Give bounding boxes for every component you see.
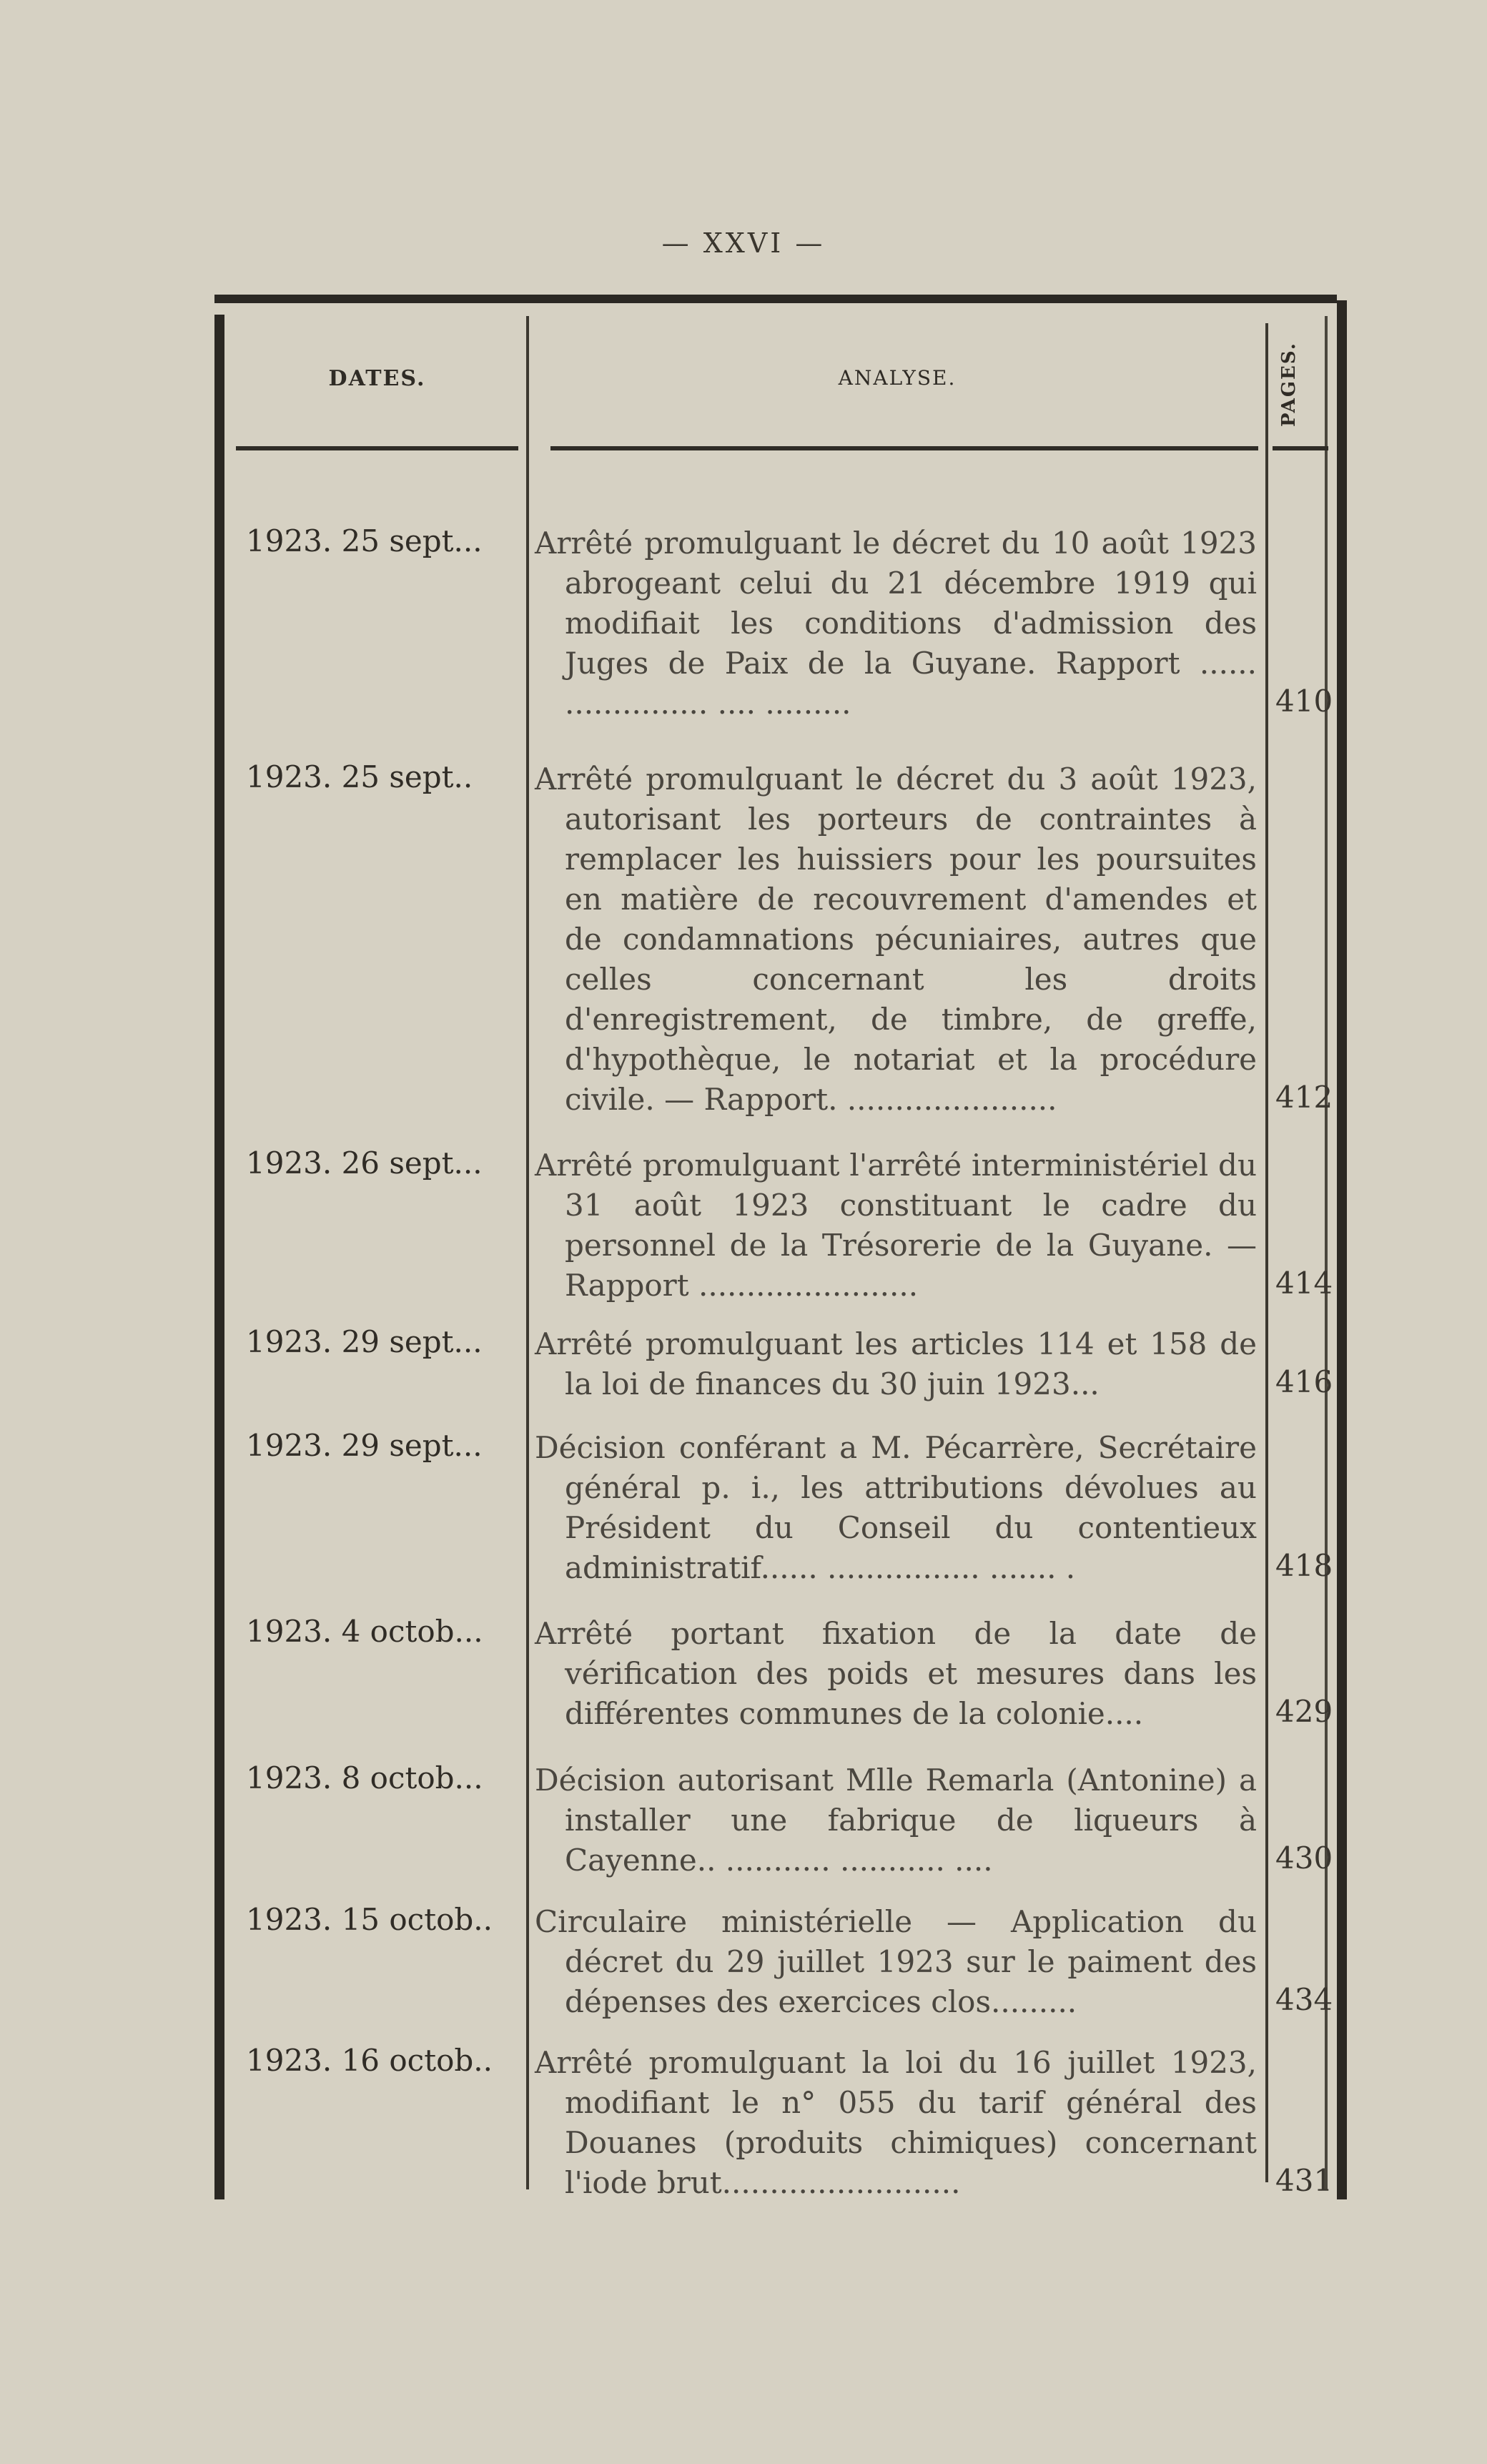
index-table <box>214 295 1355 2199</box>
entry-analyse: Arrêté promulguant le décret du 10 août 1923 abrogeant celui du 21 décembre 1919 qui modifiait les conditions d'admission des Juges de Paix de la Guyane. Rapport ...... ............... .... ......... <box>535 526 1257 721</box>
entry-date: 1923. 25 sept... <box>246 523 483 558</box>
entry-date: 1923. 16 octob.. <box>246 2043 493 2078</box>
entry-date: 1923. 8 octob... <box>246 1760 483 1795</box>
entry-analyse: Arrêté promulguant le décret du 3 août 1923, autorisant les porteurs de contraintes à remplacer les huissiers pour les poursuites en matière de recouvrement d'amendes et de condamnations pécuniaires, autres que celles concernant les droits d'enregistrement, de timbre, de greffe, d'hypothèque, le notariat et la procédure civile. — Rapport. ...................... <box>535 762 1257 1117</box>
entry-page: 418 <box>1275 1548 1333 1583</box>
entry-page: 414 <box>1275 1266 1333 1301</box>
header-rule-analyse <box>550 446 1258 450</box>
header-analyse: ANALYSE. <box>838 366 957 390</box>
header-dates: DATES. <box>328 366 426 391</box>
entry-page: 434 <box>1275 1982 1333 2017</box>
entry-analyse: Décision conférant a M. Pécarrère, Secrétaire général p. i., les attributions dévolues au Président du Conseil du contentieux administratif...... ................ ....... . <box>535 1430 1257 1585</box>
entry-page: 430 <box>1275 1840 1333 1876</box>
entry-analyse: Arrêté portant fixation de la date de vérification des poids et mesures dans les différentes communes de la colonie.... <box>535 1616 1257 1731</box>
page-number: — XXVI — <box>661 227 826 259</box>
table-right-inner-rule <box>1325 316 1328 2189</box>
entry-date: 1923. 29 sept... <box>246 1428 483 1463</box>
header-rule-pages <box>1273 446 1328 450</box>
entry-page: 410 <box>1275 684 1333 719</box>
column-divider-pages <box>1265 323 1268 2182</box>
entry-date: 1923. 29 sept... <box>246 1324 483 1359</box>
header-rule-dates <box>236 446 518 450</box>
entry-date: 1923. 26 sept... <box>246 1145 483 1181</box>
entry-analyse: Arrêté promulguant les articles 114 et 158 de la loi de finances du 30 juin 1923... <box>535 1326 1257 1401</box>
column-divider-dates <box>526 316 529 2189</box>
entry-analyse: Circulaire ministérielle — Application du décret du 29 juillet 1923 sur le paiment des dépenses des exercices clos......... <box>535 1904 1257 2019</box>
entry-analyse: Arrêté promulguant la loi du 16 juillet 1923, modifiant le n° 055 du tarif général des Douanes (produits chimiques) concernant l'iode brut......................... <box>535 2045 1257 2200</box>
table-right-rule <box>1337 300 1347 2199</box>
entry-date: 1923. 4 octob... <box>246 1614 483 1649</box>
entry-page: 412 <box>1275 1080 1333 1115</box>
entry-page: 429 <box>1275 1694 1333 1729</box>
table-top-rule <box>214 295 1337 303</box>
entry-date: 1923. 15 octob.. <box>246 1902 493 1937</box>
header-pages: PAGES. <box>1278 342 1300 428</box>
entry-page: 416 <box>1275 1364 1333 1399</box>
entry-date: 1923. 25 sept.. <box>246 759 473 794</box>
table-left-rule <box>214 315 224 2199</box>
entry-analyse: Arrêté promulguant l'arrêté interministériel du 31 août 1923 constituant le cadre du personnel de la Trésorerie de la Guyane. — Rapport ....................... <box>535 1148 1257 1303</box>
entry-page: 431 <box>1275 2163 1333 2198</box>
entry-analyse: Décision autorisant Mlle Remarla (Antonine) a installer une fabrique de liqueurs à Cayenne.. ........... ........... .... <box>535 1763 1257 1878</box>
